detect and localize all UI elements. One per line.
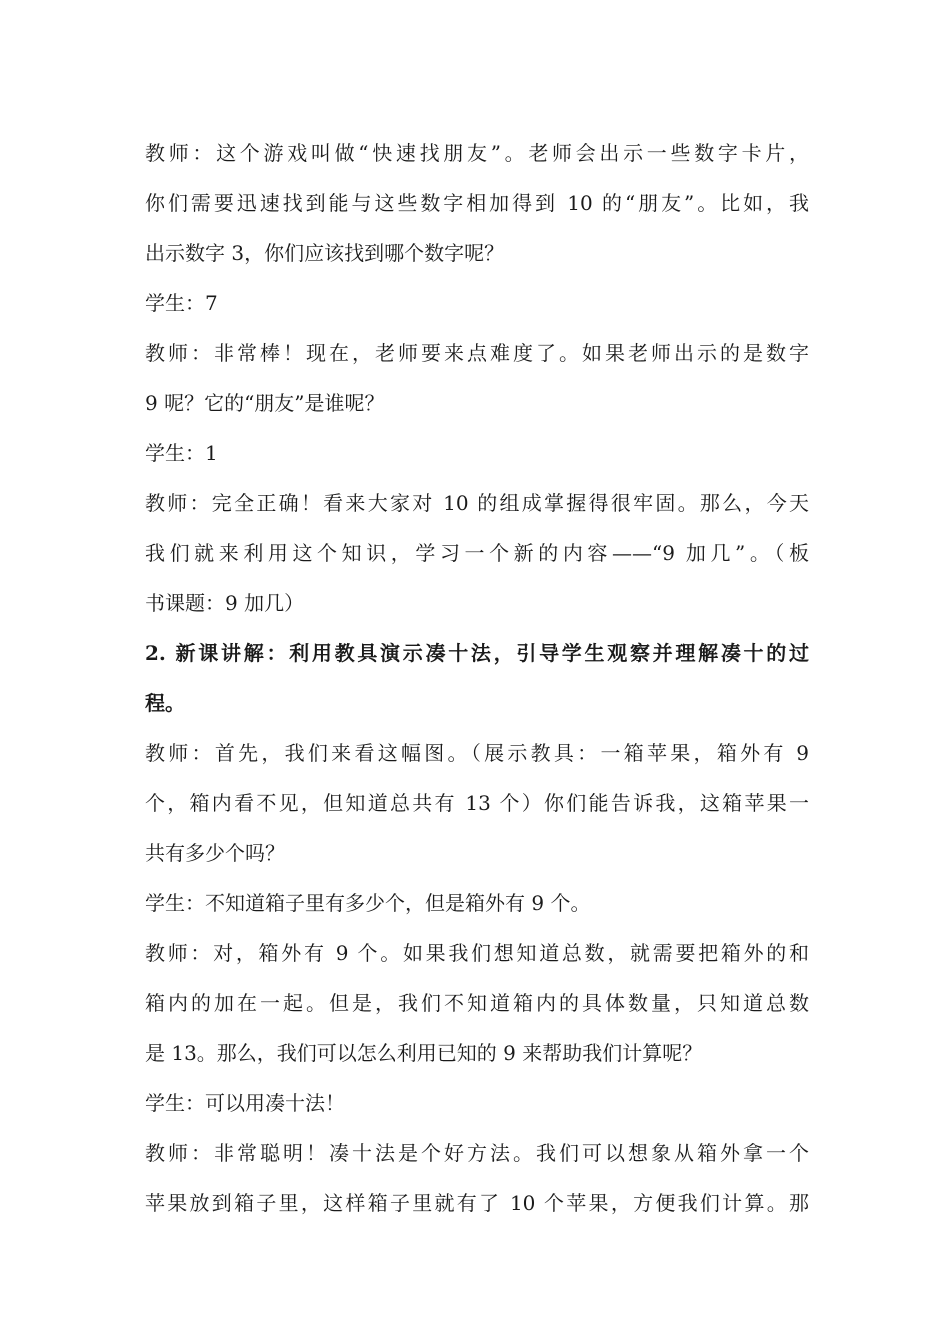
section-heading xyxy=(145,628,809,728)
text-line: 我们就来利用这个知识，学习一个新的内容——“9 加几”。（板 xyxy=(145,541,809,565)
teacher-paragraph-question-9 xyxy=(145,328,809,428)
teacher-paragraph-total xyxy=(145,928,809,1078)
teacher-paragraph-intro xyxy=(145,128,809,278)
text-line: 教师：完全正确！看来大家对 10 的组成掌握得很牢固。那么，今天 xyxy=(145,491,809,515)
text-line: 共有多少个吗？ xyxy=(145,841,285,865)
text-line: 学生：1 xyxy=(145,441,218,465)
text-line: 学生：可以用凑十法！ xyxy=(145,1091,345,1115)
text-line: 教师：这个游戏叫做“快速找朋友”。老师会出示一些数字卡片， xyxy=(145,141,809,165)
student-answer-2 xyxy=(145,428,809,478)
heading-line: 2. 新课讲解：利用教具演示凑十法，引导学生观察并理解凑十的过 xyxy=(145,641,809,665)
text-line: 箱内的加在一起。但是，我们不知道箱内的具体数量，只知道总数 xyxy=(145,991,809,1015)
student-answer-4 xyxy=(145,1078,809,1128)
text-line: 你们需要迅速找到能与这些数字相加得到 10 的“朋友”。比如，我 xyxy=(145,191,809,215)
text-line: 教师：非常聪明！凑十法是个好方法。我们可以想象从箱外拿一个 xyxy=(145,1141,809,1165)
text-line: 教师：非常棒！现在，老师要来点难度了。如果老师出示的是数字 xyxy=(145,341,809,365)
text-line: 学生：7 xyxy=(145,291,218,315)
text-line: 书课题：9 加几） xyxy=(145,591,305,615)
text-line: 是 13。那么，我们可以怎么利用已知的 9 来帮助我们计算呢？ xyxy=(145,1041,703,1065)
teacher-paragraph-apples xyxy=(145,728,809,878)
text-line: 学生：不知道箱子里有多少个，但是箱外有 9 个。 xyxy=(145,891,591,915)
text-line: 出示数字 3，你们应该找到哪个数字呢？ xyxy=(145,241,505,265)
text-line: 9 呢？它的“朋友”是谁呢？ xyxy=(145,391,385,415)
text-line: 教师：首先，我们来看这幅图。（展示教具：一箱苹果，箱外有 9 xyxy=(145,741,809,765)
heading-line: 程。 xyxy=(145,691,185,715)
student-answer-3 xyxy=(145,878,809,928)
teacher-paragraph-make-ten xyxy=(145,1128,809,1228)
text-line: 个，箱内看不见，但知道总共有 13 个）你们能告诉我，这箱苹果一 xyxy=(145,791,809,815)
student-answer-1 xyxy=(145,278,809,328)
document-page xyxy=(145,128,809,1228)
text-line: 苹果放到箱子里，这样箱子里就有了 10 个苹果，方便我们计算。那 xyxy=(145,1191,809,1215)
text-line: 教师：对，箱外有 9 个。如果我们想知道总数，就需要把箱外的和 xyxy=(145,941,809,965)
teacher-paragraph-topic xyxy=(145,478,809,628)
